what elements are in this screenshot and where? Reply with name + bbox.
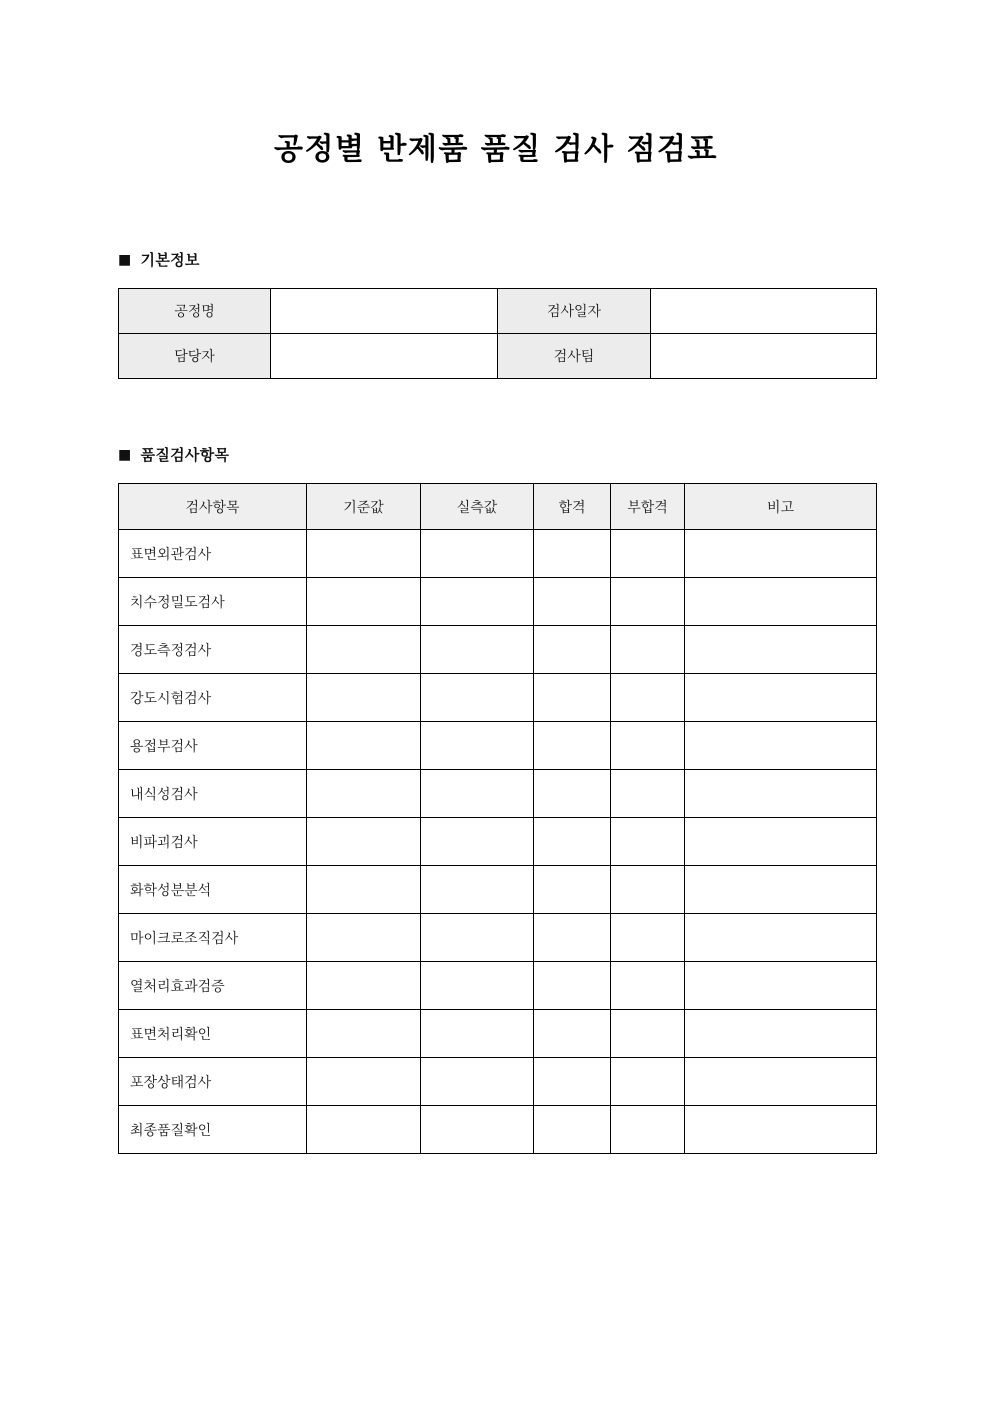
cell-remark[interactable] — [685, 1058, 877, 1106]
cell-standard-value[interactable] — [307, 1010, 421, 1058]
cell-remark[interactable] — [685, 914, 877, 962]
cell-remark[interactable] — [685, 626, 877, 674]
inspection-item-name: 열처리효과검증 — [119, 962, 307, 1010]
cell-pass-checkbox[interactable] — [534, 626, 611, 674]
table-row — [119, 914, 877, 962]
cell-measured-value[interactable] — [421, 818, 534, 866]
cell-measured-value[interactable] — [421, 962, 534, 1010]
cell-standard-value[interactable] — [307, 674, 421, 722]
cell-standard-value[interactable] — [307, 578, 421, 626]
table-row — [119, 1010, 877, 1058]
inspection-item-name: 경도측정검사 — [119, 626, 307, 674]
cell-standard-value[interactable] — [307, 818, 421, 866]
basic-info-table — [118, 288, 877, 379]
cell-fail-checkbox[interactable] — [611, 818, 685, 866]
column-header-item: 검사항목 — [119, 484, 307, 530]
cell-fail-checkbox[interactable] — [611, 1010, 685, 1058]
cell-measured-value[interactable] — [421, 722, 534, 770]
cell-measured-value[interactable] — [421, 578, 534, 626]
table-row — [119, 962, 877, 1010]
cell-pass-checkbox[interactable] — [534, 914, 611, 962]
inspection-item-name: 화학성분분석 — [119, 866, 307, 914]
cell-standard-value[interactable] — [307, 914, 421, 962]
inspection-item-name: 강도시험검사 — [119, 674, 307, 722]
section-heading-inspection-items — [118, 444, 229, 465]
square-bullet-icon: ■ — [118, 447, 132, 463]
column-header-remark: 비고 — [685, 484, 877, 530]
cell-standard-value[interactable] — [307, 530, 421, 578]
cell-remark[interactable] — [685, 1106, 877, 1154]
cell-fail-checkbox[interactable] — [611, 578, 685, 626]
table-row — [119, 578, 877, 626]
cell-fail-checkbox[interactable] — [611, 626, 685, 674]
inspection-item-name: 내식성검사 — [119, 770, 307, 818]
table-row — [119, 530, 877, 578]
cell-measured-value[interactable] — [421, 866, 534, 914]
field-label-inspection-team: 검사팀 — [498, 334, 651, 379]
inspection-item-name: 치수정밀도검사 — [119, 578, 307, 626]
cell-fail-checkbox[interactable] — [611, 962, 685, 1010]
cell-pass-checkbox[interactable] — [534, 866, 611, 914]
inspection-items-table — [118, 483, 877, 1154]
table-header-row — [119, 484, 877, 530]
cell-fail-checkbox[interactable] — [611, 914, 685, 962]
cell-remark[interactable] — [685, 578, 877, 626]
inspection-item-name: 표면처리확인 — [119, 1010, 307, 1058]
cell-pass-checkbox[interactable] — [534, 770, 611, 818]
inspection-item-name: 표면외관검사 — [119, 530, 307, 578]
cell-standard-value[interactable] — [307, 722, 421, 770]
cell-standard-value[interactable] — [307, 866, 421, 914]
square-bullet-icon: ■ — [118, 252, 132, 268]
section-heading-basic-info — [118, 249, 200, 270]
table-row — [119, 818, 877, 866]
column-header-fail: 부합격 — [611, 484, 685, 530]
table-row — [119, 866, 877, 914]
table-row — [119, 334, 877, 379]
field-value-process-name[interactable] — [271, 289, 498, 334]
cell-measured-value[interactable] — [421, 1010, 534, 1058]
field-value-inspection-date[interactable] — [651, 289, 877, 334]
inspection-item-name: 용접부검사 — [119, 722, 307, 770]
field-label-process-name: 공정명 — [119, 289, 271, 334]
cell-standard-value[interactable] — [307, 1106, 421, 1154]
cell-measured-value[interactable] — [421, 626, 534, 674]
table-row — [119, 1058, 877, 1106]
cell-measured-value[interactable] — [421, 1058, 534, 1106]
cell-standard-value[interactable] — [307, 626, 421, 674]
section-heading-inspection-items-label: 품질검사항목 — [140, 446, 230, 464]
cell-remark[interactable] — [685, 770, 877, 818]
cell-remark[interactable] — [685, 962, 877, 1010]
field-label-inspection-date: 검사일자 — [498, 289, 651, 334]
cell-pass-checkbox[interactable] — [534, 674, 611, 722]
cell-remark[interactable] — [685, 818, 877, 866]
cell-remark[interactable] — [685, 866, 877, 914]
cell-measured-value[interactable] — [421, 1106, 534, 1154]
field-label-person-in-charge: 담당자 — [119, 334, 271, 379]
cell-fail-checkbox[interactable] — [611, 866, 685, 914]
column-header-standard-value: 기준값 — [307, 484, 421, 530]
inspection-item-name: 마이크로조직검사 — [119, 914, 307, 962]
cell-fail-checkbox[interactable] — [611, 674, 685, 722]
inspection-item-name: 포장상태검사 — [119, 1058, 307, 1106]
cell-measured-value[interactable] — [421, 770, 534, 818]
page-title: 공정별 반제품 품질 검사 점검표 — [273, 132, 719, 167]
cell-pass-checkbox[interactable] — [534, 1106, 611, 1154]
cell-pass-checkbox[interactable] — [534, 962, 611, 1010]
cell-standard-value[interactable] — [307, 962, 421, 1010]
cell-fail-checkbox[interactable] — [611, 770, 685, 818]
cell-pass-checkbox[interactable] — [534, 818, 611, 866]
cell-pass-checkbox[interactable] — [534, 722, 611, 770]
table-row — [119, 770, 877, 818]
cell-standard-value[interactable] — [307, 1058, 421, 1106]
table-row — [119, 674, 877, 722]
inspection-item-name: 비파괴검사 — [119, 818, 307, 866]
cell-measured-value[interactable] — [421, 914, 534, 962]
field-value-person-in-charge[interactable] — [271, 334, 498, 379]
table-row — [119, 1106, 877, 1154]
cell-remark[interactable] — [685, 1010, 877, 1058]
table-row — [119, 626, 877, 674]
section-heading-basic-info-label: 기본정보 — [140, 251, 200, 269]
cell-fail-checkbox[interactable] — [611, 530, 685, 578]
cell-pass-checkbox[interactable] — [534, 1010, 611, 1058]
cell-pass-checkbox[interactable] — [534, 578, 611, 626]
cell-measured-value[interactable] — [421, 674, 534, 722]
inspection-item-name: 최종품질확인 — [119, 1106, 307, 1154]
table-row — [119, 722, 877, 770]
cell-measured-value[interactable] — [421, 530, 534, 578]
field-value-inspection-team[interactable] — [651, 334, 877, 379]
cell-fail-checkbox[interactable] — [611, 1106, 685, 1154]
cell-fail-checkbox[interactable] — [611, 1058, 685, 1106]
cell-standard-value[interactable] — [307, 770, 421, 818]
column-header-measured-value: 실측값 — [421, 484, 534, 530]
cell-remark[interactable] — [685, 674, 877, 722]
table-row — [119, 289, 877, 334]
cell-pass-checkbox[interactable] — [534, 530, 611, 578]
cell-fail-checkbox[interactable] — [611, 722, 685, 770]
column-header-pass: 합격 — [534, 484, 611, 530]
cell-pass-checkbox[interactable] — [534, 1058, 611, 1106]
cell-remark[interactable] — [685, 530, 877, 578]
cell-remark[interactable] — [685, 722, 877, 770]
